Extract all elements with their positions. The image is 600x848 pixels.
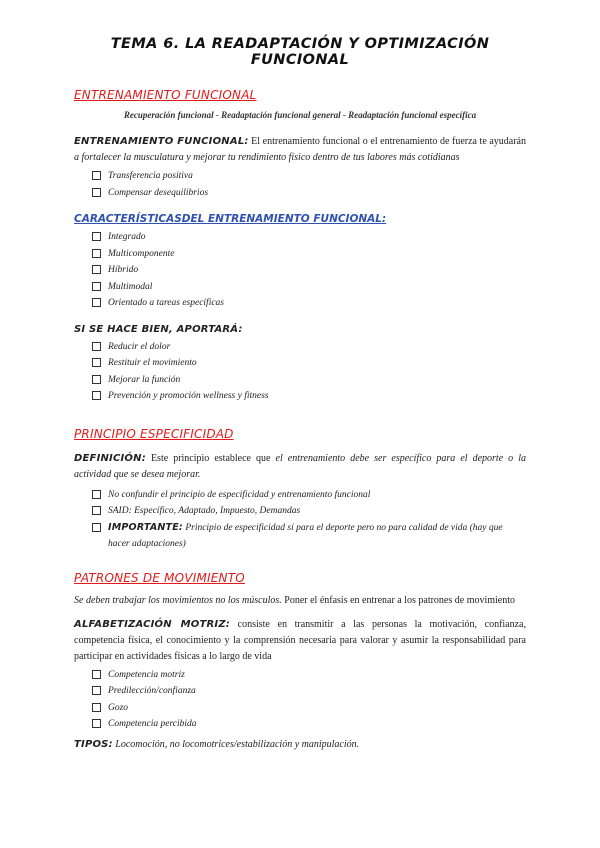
checkbox-icon[interactable]	[92, 282, 101, 291]
section-subtitle: Recuperación funcional - Readaptación funcional general - Readaptación funcional específica	[123, 110, 477, 120]
checklist-item	[92, 168, 526, 185]
definition-text-italic: a fortalecer la musculatura y mejorar tu rendimiento físico dentro de tus labores más cotidianas	[74, 152, 460, 163]
definition-label: DEFINICIÓN:	[74, 452, 146, 464]
checkbox-icon[interactable]	[92, 265, 101, 274]
checklist-entrenamiento	[74, 168, 526, 201]
checkbox-icon[interactable]	[92, 232, 101, 241]
checkbox-icon[interactable]	[92, 171, 101, 180]
checklist-item	[92, 279, 526, 296]
checkbox-icon[interactable]	[92, 523, 101, 532]
checkbox-icon[interactable]	[92, 506, 101, 515]
checklist-caracteristicas	[74, 229, 526, 312]
checkbox-icon[interactable]	[92, 249, 101, 258]
checklist-item	[92, 388, 526, 405]
alfabetizacion-text: consiste en transmitir a las personas la motivación, confianza, competencia física, el conocimiento y la comprensión necesaria para valorar y asumir la responsabilidad para participar en actividades físicas a lo largo de vida	[74, 618, 526, 662]
checklist-item	[92, 716, 526, 733]
checklist-item-label: Predilección/confianza	[108, 686, 196, 696]
checklist-item-label: Híbrido	[108, 265, 139, 275]
tipos-label: TIPOS:	[74, 738, 113, 750]
definition-paragraph-especificidad	[74, 451, 526, 483]
checklist-item-label: Principio de especificidad sí para el deporte pero no para calidad de vida (hay que hacer adaptaciones)	[108, 522, 503, 549]
benefits-heading: SI SE HACE BIEN, APORTARÁ:	[74, 323, 243, 335]
checklist-item-label: Multicomponente	[108, 248, 175, 259]
intro-text-italic: Se deben trabajar los movimientos no los músculos.	[74, 594, 282, 606]
section-heading-especificidad: PRINCIPIO ESPECIFICIDAD	[74, 426, 234, 441]
checkbox-icon[interactable]	[92, 358, 101, 367]
checklist-item	[92, 339, 526, 356]
checklist-item	[92, 372, 526, 389]
section-heading-entrenamiento: ENTRENAMIENTO FUNCIONAL	[74, 88, 257, 102]
definition-label: ENTRENAMIENTO FUNCIONAL:	[74, 136, 249, 147]
checkbox-icon[interactable]	[92, 391, 101, 400]
alfabetizacion-paragraph	[74, 617, 526, 665]
document-title: TEMA 6. LA READAPTACIÓN Y OPTIMIZACIÓN FUNCIONAL	[110, 36, 490, 68]
definition-text: Este principio establece que	[145, 452, 276, 464]
checklist-item-label: Mejorar la función	[108, 374, 181, 385]
checkbox-icon[interactable]	[92, 703, 101, 712]
checklist-item	[92, 683, 526, 700]
characteristics-heading: CARACTERÍSTICASDEL ENTRENAMIENTO FUNCIONAL:	[74, 213, 387, 225]
checklist-item	[92, 487, 526, 504]
checkbox-icon[interactable]	[92, 686, 101, 695]
checklist-item	[92, 185, 526, 202]
section-heading-patrones: PATRONES DE MOVIMIENTO	[74, 570, 245, 585]
checkbox-icon[interactable]	[92, 188, 101, 197]
definition-paragraph-entrenamiento	[74, 134, 526, 166]
checklist-item	[92, 667, 526, 684]
checkbox-icon[interactable]	[92, 375, 101, 384]
checklist-item	[92, 229, 526, 246]
checklist-item	[92, 520, 526, 553]
checklist-item-label: Gozo	[108, 702, 129, 713]
alfabetizacion-label: ALFABETIZACIÓN MOTRIZ:	[74, 618, 230, 630]
checklist-item-label: Compensar desequilibrios	[108, 187, 209, 198]
checklist-item-label: Transferencia positiva	[108, 171, 193, 181]
intro-paragraph-patrones	[74, 593, 526, 609]
checkbox-icon[interactable]	[92, 298, 101, 307]
checklist-item-label: Multimodal	[108, 281, 153, 292]
checkbox-icon[interactable]	[92, 490, 101, 499]
checkbox-icon[interactable]	[92, 342, 101, 351]
checklist-item-label: Restituir el movimiento	[108, 358, 197, 368]
intro-text: Poner el énfasis en entrenar a los patrones de movimiento	[281, 594, 516, 606]
checklist-alfabetizacion	[74, 667, 526, 733]
checklist-item	[92, 503, 526, 520]
checklist-especificidad	[74, 487, 526, 553]
checklist-item-label: No confundir el principio de especificidad y entrenamiento funcional	[108, 489, 371, 500]
checklist-item-label: Integrado	[108, 232, 146, 242]
tipos-paragraph	[74, 739, 526, 750]
checklist-aportara	[74, 339, 526, 405]
checklist-item	[92, 295, 526, 312]
checklist-item	[92, 262, 526, 279]
checklist-item-label: Prevención y promoción wellness y fitness	[108, 391, 269, 401]
checklist-item	[92, 355, 526, 372]
definition-text-italic: el entrenamiento debe ser específico para el deporte o la actividad que se desea mejorar.	[74, 452, 526, 480]
checklist-item-label: Reducir el dolor	[108, 341, 171, 352]
definition-text: El entrenamiento funcional o el entrenamiento de fuerza te ayudarán	[248, 136, 526, 147]
checklist-item	[92, 700, 526, 717]
checkbox-icon[interactable]	[92, 670, 101, 679]
checklist-item-label: Competencia percibida	[108, 719, 197, 729]
checklist-item-label: SAID: Específico, Adaptado, Impuesto, Demandas	[108, 506, 301, 516]
checklist-item	[92, 246, 526, 263]
checklist-item-label: Orientado a tareas específicas	[108, 298, 225, 308]
important-label: IMPORTANTE:	[108, 521, 183, 533]
tipos-text: Locomoción, no locomotrices/estabilización y manipulación.	[112, 738, 360, 750]
checkbox-icon[interactable]	[92, 719, 101, 728]
checklist-item-label: Competencia motriz	[108, 669, 185, 680]
